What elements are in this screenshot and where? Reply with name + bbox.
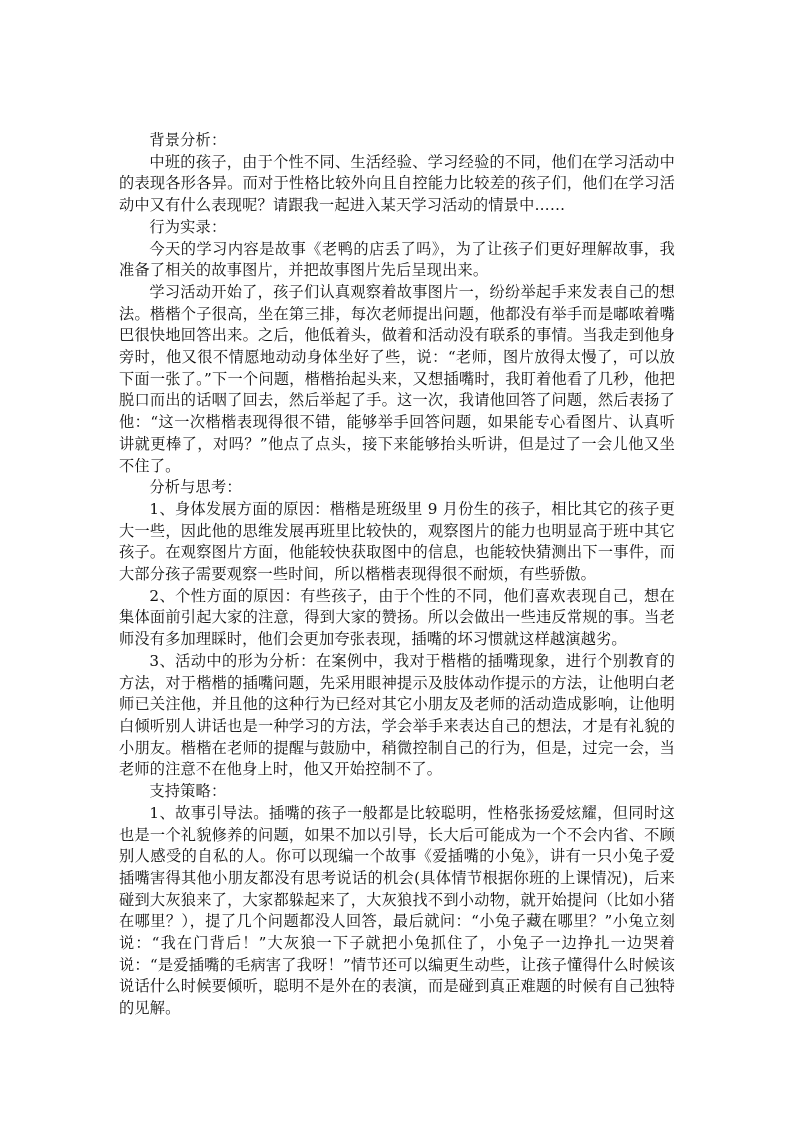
section-heading-strategy: 支持策略：: [149, 782, 227, 801]
behavior-paragraph-1: 今天的学习内容是故事《老鸭的店丢了吗》，为了让孩子们更好理解故事，我准备了相关的故事图片，并把故事图片先后呈现出来。: [119, 239, 675, 280]
analysis-paragraph-2: 2、个性方面的原因：有些孩子，由于个性的不同，他们喜欢表现自己，想在集体面前引起大家的注意，得到大家的赞扬。所以会做出一些违反常规的事。当老师没有多加理睬时，他们会更加夸张表现，插嘴的坏习惯就这样越演越劣。: [119, 586, 675, 649]
analysis-paragraph-1: 1、身体发展方面的原因：楷楷是班级里 9 月份生的孩子，相比其它的孩子更大一些，因此他的思维发展再班里比较快的，观察图片的能力也明显高于班中其它孩子。在观察图片方面，他能较快获取图中的信息，也能较快猜测出下一事件，而大部分孩子需要观察一些时间，所以楷楷表现得很不耐烦，有些骄傲。: [119, 499, 675, 584]
analysis-paragraph-3: 3、活动中的形为分析：在案例中，我对于楷楷的插嘴现象，进行个别教育的方法，对于楷楷的插嘴问题，先采用眼神提示及肢体动作提示的方法，让他明白老师已关注他，并且他的这种行为已经对其它小朋友及老师的活动造成影响，让他明白倾听别人讲话也是一种学习的方法，学会举手来表达自己的想法，才是有礼貌的小朋友。楷楷在老师的提醒与鼓励中，稍微控制自己的行为，但是，过完一会，当老师的注意不在他身上时，他又开始控制不了。: [119, 651, 675, 779]
section-heading-behavior-record: 行为实录：: [149, 217, 227, 236]
document-body: [119, 130, 675, 1020]
background-paragraph: 中班的孩子，由于个性不同、生活经验、学习经验的不同，他们在学习活动中的表现各形各异。而对于性格比较外向且自控能力比较差的孩子们，他们在学习活动中又有什么表现呢？请跟我一起进入某天学习活动的情景中……: [119, 152, 675, 215]
section-heading-background: 背景分析：: [149, 131, 227, 149]
strategy-paragraph-1: 1、故事引导法。插嘴的孩子一般都是比较聪明，性格张扬爱炫耀，但同时这也是一个礼貌修养的问题，如果不加以引导，长大后可能成为一个不会内省、不顾别人感受的自私的人。你可以现编一个故事《爱插嘴的小兔》，讲有一只小兔子爱插嘴害得其他小朋友都没有思考说话的机会(具体情节根据你班的上课情况)，后来碰到大灰狼来了，大家都躲起来了，大灰狼找不到小动物，就开始提问（比如小猪在哪里？），提了几个问题都没人回答，最后就问：“小兔子藏在哪里？”小兔立刻说：“我在门背后！”大灰狼一下子就把小兔抓住了，小兔子一边挣扎一边哭着说：“是爱插嘴的毛病害了我呀！”情节还可以编更生动些，让孩子懂得什么时候该说话什么时候要倾听，聪明不是外在的表演，而是碰到真正难题的时候有自己独特的见解。: [119, 803, 675, 1018]
section-heading-analysis: 分析与思考：: [149, 478, 242, 497]
behavior-paragraph-2: 学习活动开始了，孩子们认真观察着故事图片一，纷纷举起手来发表自己的想法。楷楷个子很高，坐在第三排，每次老师提出问题，他都没有举手而是嘟哝着嘴巴很快地回答出来。之后，他低着头，做着和活动没有联系的事情。当我走到他身旁时，他又很不情愿地动动身体坐好了些，说：“老师，图片放得太慢了，可以放下面一张了。”下一个问题，楷楷抬起头来，又想插嘴时，我盯着他看了几秒，他把脱口而出的话咽了回去，然后举起了手。这一次，我请他回答了问题，然后表扬了他：“这一次楷楷表现得很不错，能够举手回答问题，如果能专心看图片、认真听讲就更棒了，对吗？”他点了点头，接下来能够抬头听讲，但是过了一会儿他又坐不住了。: [119, 282, 675, 475]
